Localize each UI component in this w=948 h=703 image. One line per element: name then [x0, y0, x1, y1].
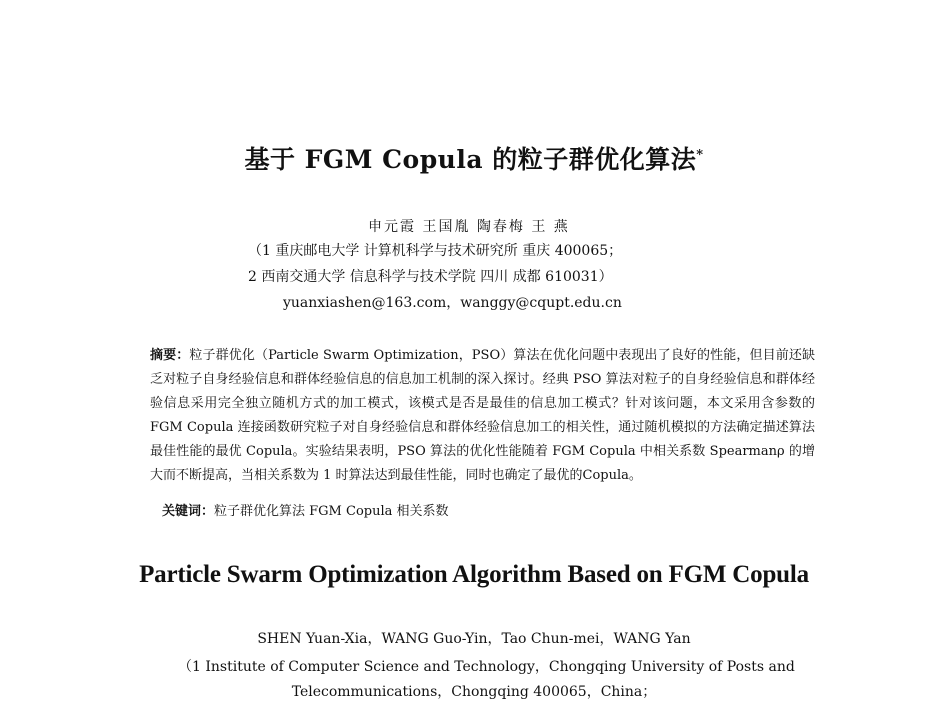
- keywords-cn: [162, 500, 449, 519]
- title-cn: [0, 140, 948, 176]
- affiliation-cn-2: 2 西南交通大学 信息科学与技术学院 四川 成都 610031）: [248, 269, 613, 285]
- title-cn-text: 基于 FGM Copula 的粒子群优化算法: [244, 145, 697, 174]
- affiliation-en-line-1: （1 Institute of Computer Science and Technology，Chongqing University of Posts and: [178, 659, 795, 675]
- affiliation-en-line-2: Telecommunications，Chongqing 400065，China；: [291, 684, 657, 700]
- affiliation-cn-1: （1 重庆邮电大学 计算机科学与技术研究所 重庆 400065；: [248, 243, 623, 259]
- abstract-label: 摘要：: [150, 348, 190, 363]
- title-footnote-mark: *: [696, 147, 704, 163]
- authors-cn: 申元霞 王国胤 陶春梅 王 燕: [368, 219, 570, 235]
- title-en: Particle Swarm Optimization Algorithm Based on FGM Copula: [139, 561, 809, 588]
- abstract-body: 粒子群优化（Particle Swarm Optimization，PSO）算法在优化问题中表现出了良好的性能，但目前还缺乏对粒子自身经验信息和群体经验信息的信息加工机制的深入探讨。经典 PSO 算法对粒子的自身经验信息和群体经验信息采用完全独立随机方式的加工模式，该模式是否是最佳的信息加工模式？针对该问题，本文采用含参数的 FGM Copula 连接函数研究粒子对自身经验信息和群体经验信息加工的相关性，通过随机模拟的方法确定描述算法最佳性能的最优 Copula。实验结果表明，PSO 算法的优化性能随着 FGM Copula 中相关系数 Spearmanρ 的增大而不断提高，当相关系数为 1 时算法达到最佳性能，同时也确定了最优的Copula。: [150, 348, 815, 483]
- keywords-body: 粒子群优化算法 FGM Copula 相关系数: [214, 504, 449, 519]
- keywords-label: 关键词：: [162, 504, 215, 519]
- abstract-cn: [150, 344, 815, 488]
- author-emails: yuanxiashen@163.com，wanggy@cqupt.edu.cn: [283, 295, 622, 311]
- authors-en: SHEN Yuan-Xia，WANG Guo-Yin，Tao Chun-mei，WANG Yan: [257, 631, 691, 647]
